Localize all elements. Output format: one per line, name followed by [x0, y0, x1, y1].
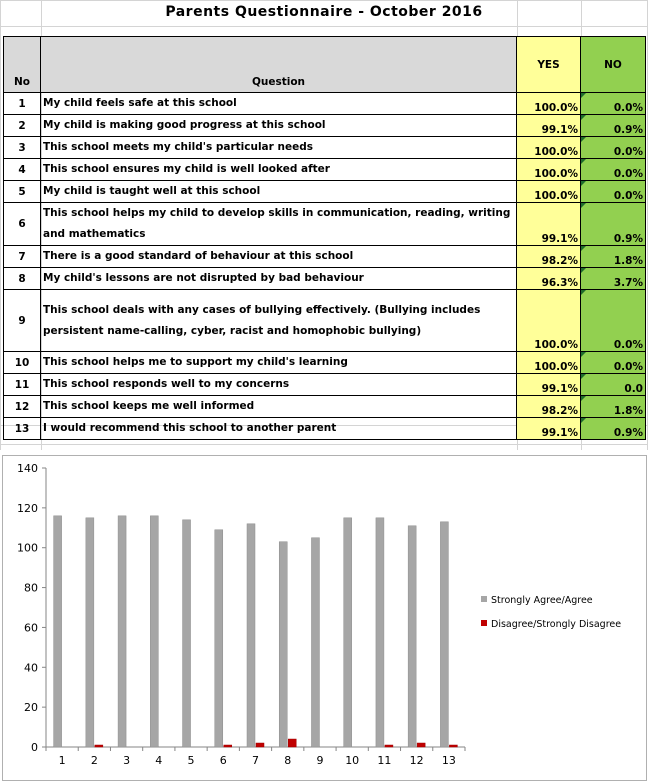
row-number: 12	[4, 396, 41, 418]
row-number: 1	[4, 93, 41, 115]
row-no-percent: 1.8%	[581, 246, 646, 268]
bar-disagree	[288, 739, 296, 747]
bar-agree	[150, 516, 158, 747]
y-tick-label: 0	[31, 741, 38, 754]
row-no-percent: 0.0%	[581, 290, 646, 352]
row-number: 13	[4, 418, 41, 440]
row-number: 11	[4, 374, 41, 396]
row-yes-percent: 100.0%	[517, 352, 581, 374]
row-no-percent: 0.0%	[581, 181, 646, 203]
bar-agree	[54, 516, 62, 747]
y-tick-label: 20	[24, 701, 38, 715]
row-no-percent: 0.9%	[581, 418, 646, 440]
row-yes-percent: 96.3%	[517, 268, 581, 290]
legend-label-agree: Strongly Agree/Agree	[491, 595, 593, 606]
row-number: 10	[4, 352, 41, 374]
table-row	[4, 159, 646, 181]
row-yes-percent: 98.2%	[517, 246, 581, 268]
sheet-gridline	[0, 0, 1, 450]
bar-agree	[376, 518, 384, 747]
row-number: 4	[4, 159, 41, 181]
x-tick-label: 4	[155, 754, 163, 767]
bar-agree	[215, 530, 223, 747]
bar-disagree	[256, 743, 264, 747]
table-row	[4, 268, 646, 290]
header-yes: YES	[517, 37, 581, 93]
row-yes-percent: 99.1%	[517, 203, 581, 246]
table-row	[4, 352, 646, 374]
x-tick-label: 10	[345, 754, 360, 767]
legend-label-disagree: Disagree/Strongly Disagree	[491, 619, 622, 630]
row-question: My child is making good progress at this school	[41, 115, 517, 137]
row-yes-percent: 99.1%	[517, 115, 581, 137]
x-tick-label: 2	[90, 754, 98, 767]
bar-disagree	[95, 745, 103, 747]
bar-agree	[408, 526, 416, 747]
row-no-percent: 0.9%	[581, 115, 646, 137]
row-no-percent: 1.8%	[581, 396, 646, 418]
row-yes-percent: 99.1%	[517, 418, 581, 440]
row-yes-percent: 100.0%	[517, 137, 581, 159]
row-question: I would recommend this school to another parent	[41, 418, 517, 440]
legend-swatch-disagree	[481, 620, 487, 626]
row-question: There is a good standard of behaviour at this school	[41, 246, 517, 268]
bar-disagree	[449, 745, 457, 747]
table-row	[4, 246, 646, 268]
x-tick-label: 11	[377, 754, 392, 767]
table-row	[4, 290, 646, 352]
row-question: This school deals with any cases of bullying effectively. (Bullying includes persistent name-calling, cyber, racist and homophobic bullying)	[41, 290, 517, 352]
row-number: 6	[4, 203, 41, 246]
row-no-percent: 0.0%	[581, 137, 646, 159]
row-number: 8	[4, 268, 41, 290]
x-tick-label: 3	[123, 754, 131, 767]
questionnaire-table	[3, 36, 646, 440]
sheet-gridline	[0, 444, 648, 445]
row-question: This school ensures my child is well looked after	[41, 159, 517, 181]
y-tick-label: 100	[17, 541, 38, 555]
table-row	[4, 374, 646, 396]
bar-agree	[279, 542, 287, 747]
row-number: 5	[4, 181, 41, 203]
table-row	[4, 396, 646, 418]
table-row	[4, 137, 646, 159]
y-tick-label: 60	[24, 621, 38, 635]
y-tick-label: 40	[24, 661, 38, 675]
row-number: 7	[4, 246, 41, 268]
bar-agree	[440, 522, 448, 747]
row-number: 9	[4, 290, 41, 352]
legend-swatch-agree	[481, 596, 487, 602]
page-title: Parents Questionnaire - October 2016	[165, 4, 483, 20]
table-row	[4, 203, 646, 246]
row-question: My child is taught well at this school	[41, 181, 517, 203]
row-no-percent: 0.0	[581, 374, 646, 396]
row-question: This school responds well to my concerns	[41, 374, 517, 396]
row-yes-percent: 99.1%	[517, 374, 581, 396]
bar-disagree	[224, 745, 232, 747]
row-yes-percent: 100.0%	[517, 93, 581, 115]
row-no-percent: 0.0%	[581, 352, 646, 374]
bar-disagree	[385, 745, 393, 747]
row-question: This school helps my child to develop skills in communication, reading, writing and mathematics	[41, 203, 517, 246]
bar-agree	[247, 524, 255, 747]
table-row	[4, 181, 646, 203]
table-row	[4, 115, 646, 137]
row-question: This school helps me to support my child's learning	[41, 352, 517, 374]
y-tick-label: 120	[17, 501, 38, 515]
x-tick-label: 1	[58, 754, 66, 767]
header-question: Question	[41, 37, 517, 93]
row-question: This school keeps me well informed	[41, 396, 517, 418]
x-tick-label: 8	[284, 754, 292, 767]
x-tick-label: 12	[409, 754, 424, 767]
row-question: My child's lessons are not disrupted by bad behaviour	[41, 268, 517, 290]
row-no-percent: 0.9%	[581, 203, 646, 246]
bar-chart	[3, 456, 646, 780]
bar-agree	[344, 518, 352, 747]
row-yes-percent: 100.0%	[517, 159, 581, 181]
x-tick-label: 7	[252, 754, 259, 767]
row-number: 3	[4, 137, 41, 159]
row-yes-percent: 100.0%	[517, 181, 581, 203]
bar-agree	[118, 516, 126, 747]
x-tick-label: 9	[316, 754, 324, 767]
bar-agree	[311, 538, 319, 747]
y-tick-label: 80	[24, 581, 38, 595]
row-no-percent: 0.0%	[581, 93, 646, 115]
row-no-percent: 3.7%	[581, 268, 646, 290]
x-tick-label: 6	[219, 754, 227, 767]
row-no-percent: 0.0%	[581, 159, 646, 181]
row-number: 2	[4, 115, 41, 137]
x-tick-label: 5	[187, 754, 195, 767]
table-row	[4, 93, 646, 115]
sheet-gridline	[0, 26, 648, 27]
row-question: This school meets my child's particular needs	[41, 137, 517, 159]
bar-agree	[86, 518, 94, 747]
header-no: No	[4, 37, 41, 93]
sheet-gridline	[0, 0, 648, 1]
row-yes-percent: 98.2%	[517, 396, 581, 418]
chart-container	[2, 455, 647, 781]
bar-disagree	[417, 743, 425, 747]
y-tick-label: 140	[17, 462, 38, 475]
x-tick-label: 13	[441, 754, 456, 767]
bar-agree	[183, 520, 191, 747]
table-row	[4, 418, 646, 440]
row-question: My child feels safe at this school	[41, 93, 517, 115]
row-yes-percent: 100.0%	[517, 290, 581, 352]
header-no-response: NO	[581, 37, 646, 93]
table-header-row	[4, 37, 646, 93]
